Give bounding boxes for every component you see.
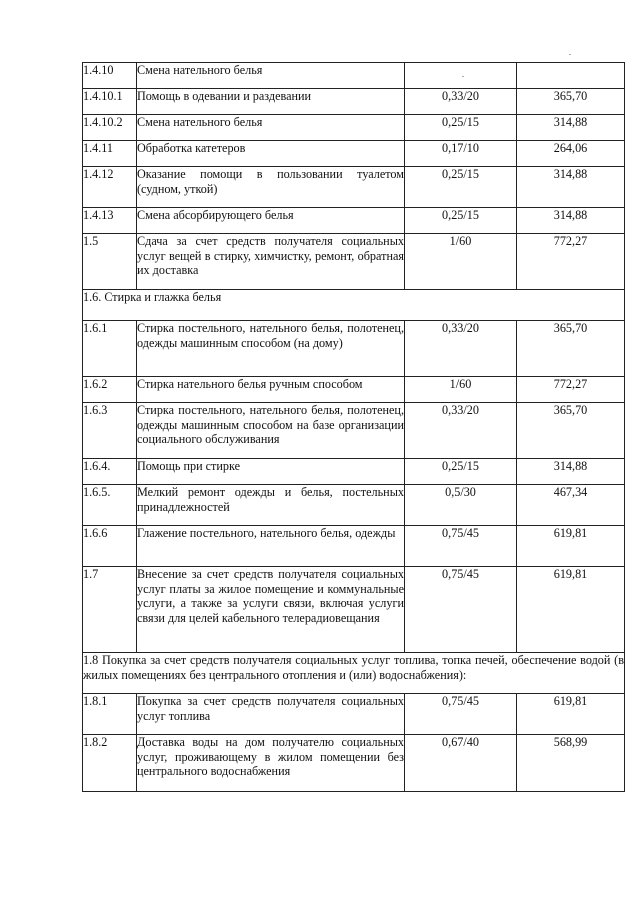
service-code: 1.7	[83, 567, 137, 653]
time-norm: 0,17/10	[405, 141, 517, 167]
service-name: Смена абсорбирующего белья	[137, 208, 405, 234]
service-name: Сдача за счет средств получателя социальных услуг вещей в стирку, химчистку, ремонт, обратная их доставка	[137, 234, 405, 290]
service-name: Стирка постельного, нательного белья, полотенец, одежды машинным способом на базе организации социального обслуживания	[137, 403, 405, 459]
service-name: Мелкий ремонт одежды и белья, постельных принадлежностей	[137, 485, 405, 526]
service-price: 365,70	[517, 89, 625, 115]
time-norm: 0,75/45	[405, 526, 517, 567]
time-norm: 0,75/45	[405, 567, 517, 653]
section-heading: 1.6. Стирка и глажка белья	[83, 290, 625, 321]
tariff-table	[82, 62, 625, 792]
table-row	[83, 208, 625, 234]
table-row	[83, 89, 625, 115]
service-price: 772,27	[517, 377, 625, 403]
table-row	[83, 459, 625, 485]
service-code: 1.5	[83, 234, 137, 290]
time-norm: 0,33/20	[405, 89, 517, 115]
time-norm: 0,25/15	[405, 208, 517, 234]
table-row	[83, 694, 625, 735]
service-name: Стирка нательного белья ручным способом	[137, 377, 405, 403]
service-code: 1.4.10	[83, 63, 137, 89]
service-code: 1.6.5.	[83, 485, 137, 526]
service-price: 772,27	[517, 234, 625, 290]
table-row	[83, 377, 625, 403]
table-row	[83, 567, 625, 653]
service-price: 365,70	[517, 403, 625, 459]
service-price: 314,88	[517, 167, 625, 208]
service-price: 314,88	[517, 459, 625, 485]
service-name: Помощь при стирке	[137, 459, 405, 485]
time-norm: 0,25/15	[405, 115, 517, 141]
time-norm	[405, 63, 517, 89]
service-code: 1.8.2	[83, 735, 137, 792]
service-code: 1.6.6	[83, 526, 137, 567]
service-code: 1.6.3	[83, 403, 137, 459]
table-row	[83, 321, 625, 377]
table-row	[83, 115, 625, 141]
service-price: 568,99	[517, 735, 625, 792]
service-code: 1.4.12	[83, 167, 137, 208]
service-name: Смена нательного белья	[137, 63, 405, 89]
service-price: 619,81	[517, 526, 625, 567]
service-code: 1.4.11	[83, 141, 137, 167]
group-row	[83, 653, 625, 694]
service-price: 619,81	[517, 567, 625, 653]
service-price: 314,88	[517, 208, 625, 234]
time-norm: 0,25/15	[405, 167, 517, 208]
table-row	[83, 403, 625, 459]
scan-speck	[462, 76, 464, 77]
time-norm: 0,75/45	[405, 694, 517, 735]
time-norm: 1/60	[405, 234, 517, 290]
service-price: 264,06	[517, 141, 625, 167]
service-price: 365,70	[517, 321, 625, 377]
table-row	[83, 234, 625, 290]
service-code: 1.6.1	[83, 321, 137, 377]
service-code: 1.4.10.2	[83, 115, 137, 141]
tariff-table-body	[83, 63, 625, 792]
time-norm: 0,33/20	[405, 403, 517, 459]
table-row	[83, 526, 625, 567]
service-price: 314,88	[517, 115, 625, 141]
section-row	[83, 290, 625, 321]
service-name: Стирка постельного, нательного белья, полотенец, одежды машинным способом (на дому)	[137, 321, 405, 377]
table-row	[83, 735, 625, 792]
table-row	[83, 63, 625, 89]
service-code: 1.4.13	[83, 208, 137, 234]
service-name: Помощь в одевании и раздевании	[137, 89, 405, 115]
service-name: Смена нательного белья	[137, 115, 405, 141]
service-price: 467,34	[517, 485, 625, 526]
service-price	[517, 63, 625, 89]
service-name: Оказание помощи в пользовании туалетом (судном, уткой)	[137, 167, 405, 208]
service-name: Обработка катетеров	[137, 141, 405, 167]
group-heading: 1.8 Покупка за счет средств получателя социальных услуг топлива, топка печей, обеспечение водой (в жилых помещениях без центрального отопления и (или) водоснабжения):	[83, 653, 625, 694]
service-name: Покупка за счет средств получателя социальных услуг топлива	[137, 694, 405, 735]
time-norm: 1/60	[405, 377, 517, 403]
table-row	[83, 167, 625, 208]
table-row	[83, 485, 625, 526]
table-row	[83, 141, 625, 167]
time-norm: 0,67/40	[405, 735, 517, 792]
time-norm: 0,5/30	[405, 485, 517, 526]
service-code: 1.8.1	[83, 694, 137, 735]
service-price: 619,81	[517, 694, 625, 735]
scan-speck	[569, 54, 571, 55]
service-name: Доставка воды на дом получателю социальных услуг, проживающему в жилом помещении без центрального водоснабжения	[137, 735, 405, 792]
service-code: 1.6.4.	[83, 459, 137, 485]
time-norm: 0,33/20	[405, 321, 517, 377]
service-name: Внесение за счет средств получателя социальных услуг платы за жилое помещение и коммунальные услуги, а также за услуги связи, включая услуги связи для целей кабельного телерадиовещания	[137, 567, 405, 653]
time-norm: 0,25/15	[405, 459, 517, 485]
service-code: 1.6.2	[83, 377, 137, 403]
service-name: Глажение постельного, нательного белья, одежды	[137, 526, 405, 567]
service-code: 1.4.10.1	[83, 89, 137, 115]
